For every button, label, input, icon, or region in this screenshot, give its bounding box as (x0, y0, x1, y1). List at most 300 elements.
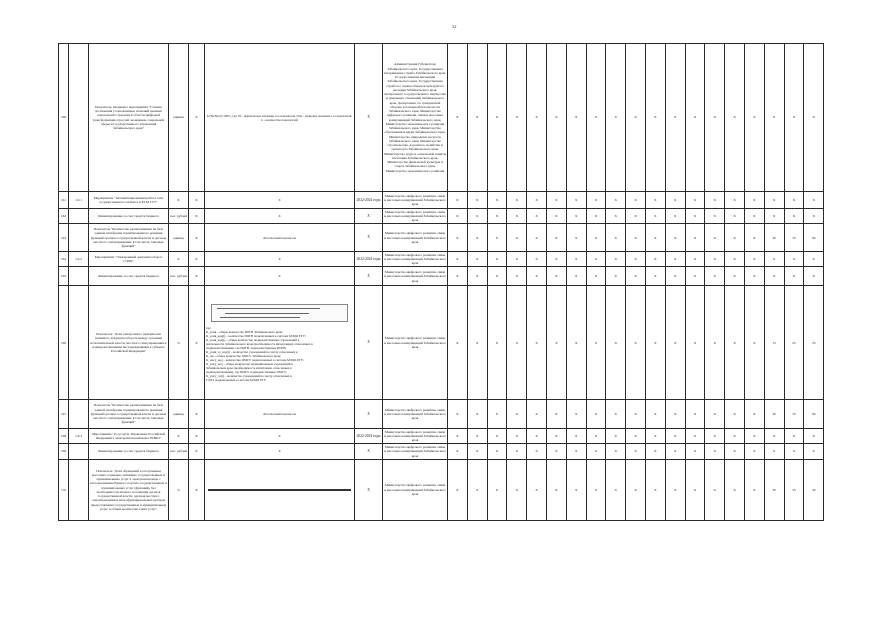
value-cell: X (626, 224, 646, 252)
value-cell: X (645, 252, 665, 267)
value-cell: 15 (764, 286, 784, 400)
value-cell: X (645, 267, 665, 286)
table-row (59, 267, 824, 286)
value-cell: X (764, 444, 784, 459)
value-cell: X (566, 444, 586, 459)
value-cell: X (744, 428, 764, 443)
years-cell: X (355, 400, 383, 429)
formula-cell: X (205, 444, 355, 459)
value-cell: X (705, 444, 725, 459)
value-cell: X (685, 400, 705, 429)
value-cell: X (546, 192, 566, 209)
row-number: 165 (59, 267, 69, 286)
value-cell: X (626, 44, 646, 192)
value-cell: 70 (784, 400, 804, 429)
marker-cell: X (189, 267, 205, 286)
value-cell: X (507, 192, 527, 209)
value-cell: X (784, 208, 804, 223)
value-cell: X (487, 400, 507, 429)
formula-cell (205, 286, 355, 400)
table-row (59, 208, 824, 223)
marker-cell: X (189, 444, 205, 459)
value-cell: X (685, 286, 705, 400)
value-cell: X (665, 428, 685, 443)
value-cell: X (685, 192, 705, 209)
value-cell: X (685, 444, 705, 459)
value-cell: X (566, 400, 586, 429)
value-cell: X (645, 224, 665, 252)
value-cell: X (566, 428, 586, 443)
value-cell: 30 (764, 224, 784, 252)
value-cell: X (546, 267, 566, 286)
row-subnumber (69, 459, 89, 520)
value-cell: X (665, 192, 685, 209)
row-number: 164 (59, 252, 69, 267)
value-cell: X (527, 44, 547, 192)
value-cell: X (546, 252, 566, 267)
value-cell: X (705, 459, 725, 520)
value-cell: X (725, 428, 745, 443)
value-cell: X (606, 286, 626, 400)
value-cell: X (744, 286, 764, 400)
value-cell: X (448, 208, 468, 223)
value-cell: X (685, 459, 705, 520)
years-cell: X (355, 267, 383, 286)
row-subnumber: 1.9.1 (69, 192, 89, 209)
table-row (59, 459, 824, 520)
value-cell: X (744, 400, 764, 429)
value-cell: X (665, 286, 685, 400)
value-cell: X (606, 208, 626, 223)
value-cell: 30 (764, 400, 784, 429)
table-row (59, 192, 824, 209)
value-cell: X (665, 44, 685, 192)
value-cell: X (705, 192, 725, 209)
value-cell: X (784, 252, 804, 267)
value-cell: X (507, 252, 527, 267)
value-cell: X (487, 286, 507, 400)
value-cell: X (626, 286, 646, 400)
value-cell: X (804, 252, 824, 267)
value-cell: X (685, 428, 705, 443)
formula-line: подведомственными, где ИОГВ, подведомственные ИОГВ; (206, 345, 287, 350)
value-cell: X (705, 208, 725, 223)
value-cell: X (645, 192, 665, 209)
value-cell: X (546, 428, 566, 443)
value-cell: X (705, 428, 725, 443)
value-cell: X (527, 400, 547, 429)
indicator-name: Мероприятие "Госуслуги: Управление Российской Федерации в электронном комплексе ЕПФО" (89, 428, 169, 443)
formula-line: K_омсу_код – количество ОМСУ подключенных к системе МЭДО ЕГУ; (206, 357, 304, 362)
value-cell: X (626, 208, 646, 223)
formula-cell: I=(Ni/Nпл)×100%, где: Ni - фактическое значение i-го показателя, Nпл - плановое значение i-го показателя; n - количество показателей (205, 44, 355, 192)
responsible-cell: Министерство цифрового развития, связи и массовых коммуникаций Забайкальского края (383, 459, 448, 520)
formula-line: Забайкальском крае (необходимость интеграции, отнесенных к (206, 365, 292, 370)
value-cell: X (467, 267, 487, 286)
unit-cell: тыс. рублей (169, 444, 189, 459)
row-number: 162 (59, 208, 69, 223)
value-cell: X (487, 267, 507, 286)
value-cell: X (725, 267, 745, 286)
value-cell: X (804, 428, 824, 443)
value-cell: X (467, 224, 487, 252)
value-cell: X (507, 208, 527, 223)
value-cell: X (744, 459, 764, 520)
value-cell: X (804, 444, 824, 459)
unit-cell: % (169, 459, 189, 520)
value-cell: X (467, 400, 487, 429)
value-cell: X (527, 286, 547, 400)
value-cell: X (527, 459, 547, 520)
value-cell: X (606, 444, 626, 459)
value-cell: X (665, 459, 685, 520)
value-cell: X (626, 252, 646, 267)
value-cell: X (507, 400, 527, 429)
value-cell: X (527, 208, 547, 223)
unit-cell: тыс. рублей (169, 267, 189, 286)
value-cell: X (448, 286, 468, 400)
value-cell: X (467, 459, 487, 520)
value-cell: X (467, 428, 487, 443)
value-cell: X (705, 267, 725, 286)
indicator-name: Финансирование за счет средств бюджета (89, 444, 169, 459)
formula-line: K_уоив – общее количество ИОГВ Забайкальского края; (206, 329, 283, 334)
unit-cell: единиц (169, 400, 189, 429)
value-cell: X (448, 459, 468, 520)
years-cell: X (355, 224, 383, 252)
value-cell: X (487, 192, 507, 209)
formula-cell: Абсолютный показатель (205, 224, 355, 252)
formula-cell: X (205, 267, 355, 286)
table-row (59, 428, 824, 443)
formula-line: K_уоив_эл_код(i) – количество учреждений по числу отнесенных к (206, 349, 298, 354)
value-cell: X (645, 286, 665, 400)
value-cell: 35 (784, 459, 804, 520)
indicator-name: Показатель "Доля электронного юридически значимого документооборота между органами исполнительной власти, местного самоуправления и подведомственными им учреждениями в субъекте Российской Федерации" (89, 286, 169, 400)
value-cell: X (705, 286, 725, 400)
value-cell: X (685, 267, 705, 286)
value-cell: X (566, 459, 586, 520)
value-cell: X (448, 400, 468, 429)
formula-line: деятельности Забайкальского края (необходимость интеграции), отнесенных к (206, 341, 313, 346)
indicator-name: Показатель, входящего мероприятия "Степень достижения установленных значений целевых показателей Стратегии в области цифровой трансформации отраслей экономики, социальной сферы и государственного управления Забайкальского края" (89, 44, 169, 192)
row-subnumber (69, 400, 89, 429)
value-cell: X (764, 428, 784, 443)
years-cell: 2022-2024 годы (355, 252, 383, 267)
marker-cell: X (189, 252, 205, 267)
value-cell: X (507, 286, 527, 400)
value-cell: X (527, 267, 547, 286)
value-cell: X (507, 444, 527, 459)
marker-cell: X (189, 400, 205, 429)
value-cell: X (586, 192, 606, 209)
value-cell: X (487, 459, 507, 520)
value-cell: X (804, 44, 824, 192)
value-cell: X (626, 459, 646, 520)
value-cell: X (487, 208, 507, 223)
value-cell: X (527, 444, 547, 459)
unit-cell: единиц (169, 44, 189, 192)
responsible-cell: Министерство цифрового развития, связи и массовых коммуникаций Забайкальского края (384, 252, 446, 266)
value-cell: X (725, 444, 745, 459)
value-cell: 70 (784, 224, 804, 252)
value-cell: X (645, 428, 665, 443)
indicator-name: Показатель "Количество реализованных на базе единой платформы гарантированного решения функций органов государственной власти и органов местного самоуправления, в том числе, типовых функций" (89, 224, 169, 252)
value-cell: X (566, 44, 586, 192)
value-cell: X (705, 224, 725, 252)
value-cell: X (744, 252, 764, 267)
indicator-name: Показатель "Количество реализованных на базе единой платформы гарантированного решения функций органов государственной власти и органов местного самоуправления, в том числе, типовых функций" (89, 400, 169, 429)
value-cell: X (764, 44, 784, 192)
value-cell: X (645, 400, 665, 429)
formula-cell: X (205, 428, 355, 443)
value-cell: X (804, 192, 824, 209)
indicator-name: Мероприятие "Автоматизированная работа сети государственного сегмента в ЕСМ ГСУ" (89, 192, 169, 209)
unit-cell: % (169, 286, 189, 400)
table-row (59, 400, 824, 429)
value-cell: 25 (784, 286, 804, 400)
value-cell: X (527, 252, 547, 267)
value-cell: X (527, 224, 547, 252)
unit-cell: X (169, 428, 189, 443)
value-cell: X (606, 252, 626, 267)
marker-cell: X (189, 208, 205, 223)
years-cell: X (355, 444, 383, 459)
value-cell: X (586, 252, 606, 267)
responsible-cell: Министерство цифрового развития, связи и массовых коммуникаций Забайкальского края (383, 267, 448, 286)
formula-line: K_умсу_код – общее количество муниципальных учреждений в (206, 361, 293, 366)
row-number: 168 (59, 428, 69, 443)
formula-line: подведомственным), где ОМСУ, подведомственные ОМСУ; (206, 369, 287, 374)
value-cell: X (448, 224, 468, 252)
value-cell: X (685, 252, 705, 267)
years-cell: X (355, 44, 383, 192)
value-cell: X (645, 208, 665, 223)
value-cell: X (784, 267, 804, 286)
row-subnumber (69, 208, 89, 223)
value-cell: X (586, 444, 606, 459)
unit-cell: X (169, 252, 189, 267)
value-cell: X (507, 224, 527, 252)
value-cell: X (784, 192, 804, 209)
formula-image (211, 304, 348, 322)
value-cell: X (626, 444, 646, 459)
value-cell: X (744, 44, 764, 192)
value-cell: X (546, 400, 566, 429)
value-cell: X (626, 192, 646, 209)
unit-cell: единиц (169, 224, 189, 252)
indicator-name: Мероприятие "Электронный документооборот СЭДО" (89, 252, 169, 267)
years-cell: X (355, 208, 383, 223)
value-cell: X (487, 428, 507, 443)
value-cell: X (546, 459, 566, 520)
marker-cell: X (189, 192, 205, 209)
value-cell: X (665, 252, 685, 267)
value-cell: X (546, 44, 566, 192)
value-cell: X (487, 224, 507, 252)
marker-cell: X (189, 428, 205, 443)
value-cell: X (546, 286, 566, 400)
value-cell: X (645, 459, 665, 520)
table-row (59, 252, 824, 267)
table-row (59, 44, 824, 192)
row-number: 161 (59, 192, 69, 209)
formula-cell: X (205, 208, 355, 223)
value-cell: X (586, 459, 606, 520)
value-cell: X (725, 208, 745, 223)
value-cell: X (487, 444, 507, 459)
value-cell: 90 (804, 224, 824, 252)
row-subnumber (69, 224, 89, 252)
formula-line: ГЭД в подключенных к системе МЭДО ЕГУ. (206, 377, 267, 382)
value-cell: X (566, 286, 586, 400)
responsible-cell: Министерство цифрового развития, связи и массовых коммуникаций Забайкальского края (383, 286, 448, 400)
formula-line: K_уоив_код(i) – количество ИОГВ подключенных к системе МЭДО ЕГУ; (206, 333, 306, 338)
table-row (59, 224, 824, 252)
value-cell: X (527, 428, 547, 443)
value-cell: X (725, 224, 745, 252)
row-subnumber (69, 286, 89, 400)
value-cell: X (665, 444, 685, 459)
indicator-name: Показатель "Доля обращений за получением массовых социально значимых государственных и муниципальных услуг в электронном виде с использованием Единого портала государственных и муниципальных услуг (функций), без необходимости личного посещения органов государственной власти, органов местного самоуправления и многофункциональных центров предоставления государственных и муниципальных услуг, в общем количестве таких услуг" (89, 459, 169, 520)
value-cell: X (685, 44, 705, 192)
value-cell: X (467, 44, 487, 192)
value-cell: X (626, 428, 646, 443)
row-number: 163 (59, 224, 69, 252)
value-cell: X (546, 444, 566, 459)
value-cell: X (448, 44, 468, 192)
value-cell: X (586, 208, 606, 223)
value-cell: 90 (804, 400, 824, 429)
row-subnumber (69, 267, 89, 286)
value-cell: X (725, 459, 745, 520)
value-cell: X (665, 267, 685, 286)
unit-cell: X (169, 192, 189, 209)
value-cell: X (448, 444, 468, 459)
formula-scribble (208, 489, 351, 490)
value-cell: X (705, 44, 725, 192)
value-cell: X (705, 252, 725, 267)
formula-line: K_умсу_эл(i) – количество учреждений по числу отнесенных к (206, 373, 292, 378)
years-cell: 2022-2024 годы (355, 192, 383, 209)
value-cell: X (606, 400, 626, 429)
years-cell: 2022-2024 годы (355, 428, 383, 443)
value-cell: X (744, 208, 764, 223)
value-cell: X (606, 44, 626, 192)
unit-cell: тыс. рублей (169, 208, 189, 223)
value-cell: X (784, 44, 804, 192)
value-cell: X (507, 459, 527, 520)
responsible-cell: Министерство цифрового развития, связи и массовых коммуникаций Забайкальского края (384, 445, 446, 458)
value-cell: X (566, 208, 586, 223)
value-cell: X (566, 267, 586, 286)
value-cell: X (764, 208, 784, 223)
value-cell: X (764, 192, 784, 209)
formula-cell: X (205, 252, 355, 267)
formula-line: где: (206, 325, 212, 330)
formula-cell: X (205, 192, 355, 209)
value-cell: X (804, 267, 824, 286)
value-cell: X (448, 252, 468, 267)
value-cell: X (685, 208, 705, 223)
row-number: 169 (59, 444, 69, 459)
years-cell: X (355, 286, 383, 400)
value-cell: X (645, 444, 665, 459)
value-cell: X (467, 252, 487, 267)
marker-cell: X (189, 286, 205, 400)
formula-line: K_ом – общее количество ОМСУ Забайкальского края; (206, 353, 281, 358)
formula-cell: Абсолютный показатель (205, 400, 355, 429)
indicator-table (58, 43, 824, 521)
marker-cell: X (189, 459, 205, 520)
value-cell: X (586, 428, 606, 443)
value-cell: X (586, 224, 606, 252)
value-cell: X (744, 444, 764, 459)
value-cell: 30 (764, 459, 784, 520)
value-cell: X (586, 286, 606, 400)
value-cell: X (467, 444, 487, 459)
row-number: 170 (59, 459, 69, 520)
value-cell: X (744, 267, 764, 286)
value-cell: X (764, 267, 784, 286)
value-cell: X (467, 192, 487, 209)
row-subnumber (69, 444, 89, 459)
value-cell: X (804, 208, 824, 223)
value-cell: X (487, 44, 507, 192)
value-cell: X (586, 44, 606, 192)
value-cell: X (507, 267, 527, 286)
responsible-cell: Администрация Губернатора Забайкальского края, Государственная ветеринарная служба Забайкальского края, Государственная инспекция Забайкальского края, Государственная служба по охране объектов культурного наследия Забайкальского края, Департамент государственного имущества и земельных отношений Забайкальского края, Департамент по гражданской обороне и пожарной безопасности Забайкальского края, Министерство цифрового развития, связи и массовых коммуникаций Забайкальского края, Министерство экономического развития Забайкальского края, Министерство образования и науки Забайкальского края, Министерство природных ресурсов Забайкальского края, Министерство строительства, дорожного хозяйства и транспорта Забайкальского края, Министерство труда и социальной защиты населения Забайкальского края, Министерство физической культуры и спорта Забайкальского края, Министерство экономического развития (383, 44, 448, 192)
marker-cell: X (189, 224, 205, 252)
responsible-cell: Министерство цифрового развития, связи и массовых коммуникаций Забайкальского края (383, 192, 448, 209)
table-row (59, 286, 824, 400)
value-cell: X (744, 224, 764, 252)
value-cell: X (546, 224, 566, 252)
value-cell: X (448, 267, 468, 286)
value-cell: X (487, 252, 507, 267)
responsible-cell: Министерство цифрового развития, связи и массовых коммуникаций Забайкальского края (384, 429, 446, 443)
value-cell: X (566, 192, 586, 209)
indicator-name: Финансирование за счет средств бюджета (89, 208, 169, 223)
years-cell: X (355, 459, 383, 520)
value-cell: X (665, 208, 685, 223)
value-cell: X (665, 224, 685, 252)
row-subnumber (69, 44, 89, 192)
value-cell: X (467, 208, 487, 223)
value-cell: X (507, 44, 527, 192)
value-cell: X (606, 192, 626, 209)
formula-line: K_уоив_код(i) – общее количество подведомственных учреждений к (206, 337, 300, 342)
value-cell: X (744, 192, 764, 209)
value-cell: X (725, 286, 745, 400)
value-cell: X (606, 428, 626, 443)
value-cell: X (626, 267, 646, 286)
responsible-cell: Министерство цифрового развития, связи и массовых коммуникаций Забайкальского края (384, 209, 446, 223)
value-cell: X (546, 208, 566, 223)
value-cell: X (725, 252, 745, 267)
value-cell: X (606, 267, 626, 286)
value-cell: X (527, 192, 547, 209)
row-number: 166 (59, 286, 69, 400)
responsible-cell: Министерство цифрового развития, связи и массовых коммуникаций Забайкальского края (383, 224, 448, 252)
value-cell: X (764, 252, 784, 267)
responsible-cell: Министерство цифрового развития, связи и массовых коммуникаций Забайкальского края (383, 400, 448, 429)
value-cell: X (784, 428, 804, 443)
value-cell: X (705, 400, 725, 429)
page-number: 32 (452, 24, 457, 29)
formula-cell (205, 459, 355, 520)
row-subnumber: 1.9.3 (69, 428, 89, 443)
